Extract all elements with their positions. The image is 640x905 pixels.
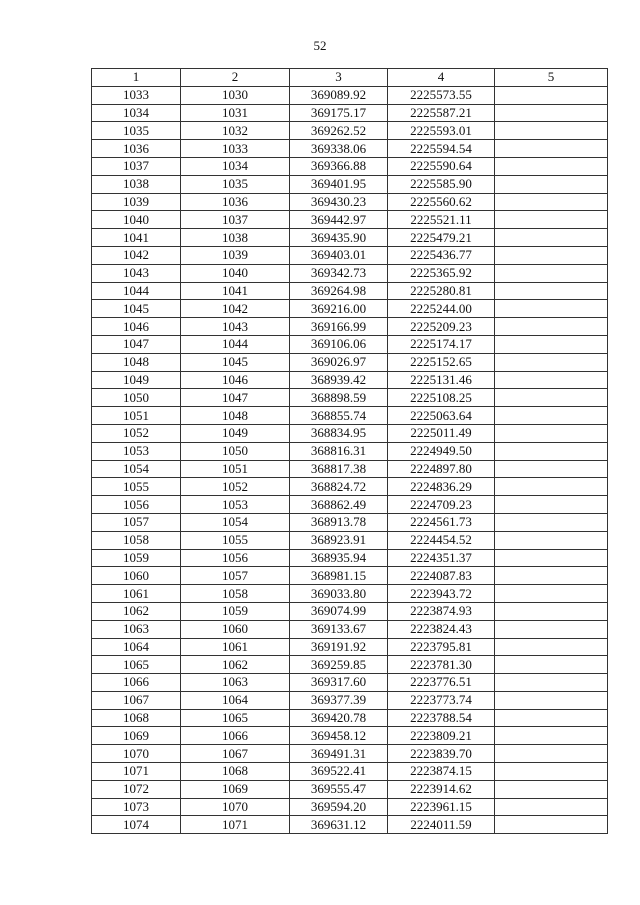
table-cell-col-5: [495, 193, 608, 211]
table-cell-col-5: [495, 86, 608, 104]
table-cell-col-3: 369106.06: [290, 335, 388, 353]
table-cell-col-1: 1041: [92, 229, 181, 247]
table-cell-col-4: 2225280.81: [388, 282, 495, 300]
table-row: [92, 460, 608, 478]
table-cell-col-3: 368913.78: [290, 513, 388, 531]
table-row: [92, 691, 608, 709]
table-cell-col-1: 1046: [92, 318, 181, 336]
table-cell-col-4: 2225131.46: [388, 371, 495, 389]
table-cell-col-4: 2225152.65: [388, 353, 495, 371]
table-row: [92, 122, 608, 140]
table-row: [92, 193, 608, 211]
table-cell-col-4: 2225209.23: [388, 318, 495, 336]
table-cell-col-4: 2224087.83: [388, 567, 495, 585]
table-cell-col-3: 369259.85: [290, 656, 388, 674]
table-cell-col-5: [495, 407, 608, 425]
table-cell-col-5: [495, 478, 608, 496]
table-cell-col-2: 1037: [181, 211, 290, 229]
table-cell-col-4: 2225108.25: [388, 389, 495, 407]
table-cell-col-2: 1058: [181, 585, 290, 603]
table-cell-col-2: 1040: [181, 264, 290, 282]
header-cell-3: 3: [290, 69, 388, 87]
table-cell-col-2: 1054: [181, 513, 290, 531]
table-cell-col-3: 369435.90: [290, 229, 388, 247]
table-cell-col-2: 1049: [181, 424, 290, 442]
table-cell-col-5: [495, 531, 608, 549]
table-cell-col-5: [495, 620, 608, 638]
table-cell-col-5: [495, 798, 608, 816]
table-cell-col-2: 1044: [181, 335, 290, 353]
table-cell-col-5: [495, 246, 608, 264]
table-row: [92, 442, 608, 460]
table-row: [92, 318, 608, 336]
table-cell-col-3: 369264.98: [290, 282, 388, 300]
table-cell-col-3: 369458.12: [290, 727, 388, 745]
table-row: [92, 140, 608, 158]
table-cell-col-4: 2225174.17: [388, 335, 495, 353]
table-cell-col-4: 2223943.72: [388, 585, 495, 603]
table-cell-col-5: [495, 335, 608, 353]
table-cell-col-2: 1068: [181, 763, 290, 781]
table-cell-col-1: 1045: [92, 300, 181, 318]
header-cell-4: 4: [388, 69, 495, 87]
table-cell-col-5: [495, 549, 608, 567]
table-cell-col-5: [495, 585, 608, 603]
table-cell-col-1: 1059: [92, 549, 181, 567]
table-cell-col-3: 369377.39: [290, 691, 388, 709]
table-row: [92, 157, 608, 175]
table-cell-col-2: 1067: [181, 745, 290, 763]
table-cell-col-5: [495, 211, 608, 229]
table-cell-col-4: 2223961.15: [388, 798, 495, 816]
table-cell-col-4: 2224011.59: [388, 816, 495, 834]
table-cell-col-5: [495, 140, 608, 158]
table-cell-col-2: 1042: [181, 300, 290, 318]
table-cell-col-3: 368923.91: [290, 531, 388, 549]
table-cell-col-2: 1035: [181, 175, 290, 193]
table-row: [92, 371, 608, 389]
table-row: [92, 246, 608, 264]
table-cell-col-3: 369366.88: [290, 157, 388, 175]
table-cell-col-4: 2224897.80: [388, 460, 495, 478]
table-cell-col-5: [495, 780, 608, 798]
table-cell-col-3: 369401.95: [290, 175, 388, 193]
table-cell-col-2: 1053: [181, 496, 290, 514]
table-cell-col-1: 1065: [92, 656, 181, 674]
table-cell-col-3: 369442.97: [290, 211, 388, 229]
table-cell-col-1: 1048: [92, 353, 181, 371]
table-row: [92, 300, 608, 318]
table-cell-col-3: 369338.06: [290, 140, 388, 158]
table-cell-col-1: 1069: [92, 727, 181, 745]
table-cell-col-5: [495, 674, 608, 692]
table-cell-col-1: 1040: [92, 211, 181, 229]
table-cell-col-4: 2224949.50: [388, 442, 495, 460]
table-cell-col-3: 369026.97: [290, 353, 388, 371]
table-cell-col-5: [495, 424, 608, 442]
table-cell-col-5: [495, 442, 608, 460]
table-cell-col-2: 1033: [181, 140, 290, 158]
table-row: [92, 763, 608, 781]
table-cell-col-2: 1065: [181, 709, 290, 727]
table-cell-col-3: 369133.67: [290, 620, 388, 638]
table-cell-col-5: [495, 229, 608, 247]
table-cell-col-3: 369175.17: [290, 104, 388, 122]
table-row: [92, 602, 608, 620]
table-row: [92, 620, 608, 638]
table-cell-col-4: 2225585.90: [388, 175, 495, 193]
table-cell-col-3: 369555.47: [290, 780, 388, 798]
table-row: [92, 104, 608, 122]
table-row: [92, 335, 608, 353]
table-cell-col-3: 369342.73: [290, 264, 388, 282]
table-cell-col-1: 1052: [92, 424, 181, 442]
table-cell-col-1: 1058: [92, 531, 181, 549]
table-cell-col-1: 1066: [92, 674, 181, 692]
table-cell-col-1: 1033: [92, 86, 181, 104]
table-cell-col-2: 1063: [181, 674, 290, 692]
table-cell-col-4: 2225560.62: [388, 193, 495, 211]
table-cell-col-5: [495, 745, 608, 763]
table-cell-col-4: 2223776.51: [388, 674, 495, 692]
table-cell-col-1: 1044: [92, 282, 181, 300]
table-cell-col-2: 1061: [181, 638, 290, 656]
table-cell-col-1: 1043: [92, 264, 181, 282]
table-cell-col-4: 2225011.49: [388, 424, 495, 442]
table-cell-col-4: 2223773.74: [388, 691, 495, 709]
table-cell-col-4: 2223824.43: [388, 620, 495, 638]
table-cell-col-4: 2225521.11: [388, 211, 495, 229]
table-row: [92, 780, 608, 798]
table-cell-col-4: 2223788.54: [388, 709, 495, 727]
table-cell-col-3: 369262.52: [290, 122, 388, 140]
table-cell-col-4: 2223839.70: [388, 745, 495, 763]
table-row: [92, 656, 608, 674]
table-row: [92, 745, 608, 763]
table-cell-col-5: [495, 264, 608, 282]
table-row: [92, 407, 608, 425]
table-cell-col-2: 1060: [181, 620, 290, 638]
table-row: [92, 674, 608, 692]
table-row: [92, 549, 608, 567]
table-row: [92, 211, 608, 229]
table-cell-col-3: 369420.78: [290, 709, 388, 727]
table-cell-col-4: 2223874.15: [388, 763, 495, 781]
table-row: [92, 709, 608, 727]
table-cell-col-1: 1056: [92, 496, 181, 514]
table-cell-col-3: 369191.92: [290, 638, 388, 656]
table-cell-col-4: 2223874.93: [388, 602, 495, 620]
table-cell-col-4: 2225594.54: [388, 140, 495, 158]
table-cell-col-2: 1030: [181, 86, 290, 104]
table-cell-col-3: 369491.31: [290, 745, 388, 763]
table-cell-col-2: 1043: [181, 318, 290, 336]
table-cell-col-3: 369522.41: [290, 763, 388, 781]
table-cell-col-3: 368862.49: [290, 496, 388, 514]
table-cell-col-4: 2225436.77: [388, 246, 495, 264]
table-row: [92, 229, 608, 247]
table-cell-col-2: 1051: [181, 460, 290, 478]
table-cell-col-1: 1034: [92, 104, 181, 122]
table-cell-col-2: 1036: [181, 193, 290, 211]
table-cell-col-2: 1048: [181, 407, 290, 425]
table-cell-col-4: 2225587.21: [388, 104, 495, 122]
table-row: [92, 478, 608, 496]
table-cell-col-2: 1045: [181, 353, 290, 371]
table-cell-col-1: 1071: [92, 763, 181, 781]
table-cell-col-5: [495, 727, 608, 745]
table-cell-col-2: 1055: [181, 531, 290, 549]
table-cell-col-2: 1046: [181, 371, 290, 389]
table-row: [92, 389, 608, 407]
table-cell-col-1: 1064: [92, 638, 181, 656]
table-row: [92, 496, 608, 514]
table-cell-col-3: 369074.99: [290, 602, 388, 620]
table-row: [92, 264, 608, 282]
table-row: [92, 424, 608, 442]
table-cell-col-4: 2225365.92: [388, 264, 495, 282]
table-cell-col-4: 2225244.00: [388, 300, 495, 318]
table-cell-col-1: 1038: [92, 175, 181, 193]
table-cell-col-5: [495, 318, 608, 336]
table-cell-col-5: [495, 389, 608, 407]
table-cell-col-3: 368824.72: [290, 478, 388, 496]
table-cell-col-4: 2223809.21: [388, 727, 495, 745]
table-cell-col-3: 369317.60: [290, 674, 388, 692]
table-cell-col-3: 368855.74: [290, 407, 388, 425]
table-cell-col-1: 1051: [92, 407, 181, 425]
table-cell-col-2: 1050: [181, 442, 290, 460]
table-cell-col-1: 1053: [92, 442, 181, 460]
table-cell-col-2: 1064: [181, 691, 290, 709]
table-row: [92, 638, 608, 656]
table-cell-col-3: 369430.23: [290, 193, 388, 211]
table-cell-col-1: 1057: [92, 513, 181, 531]
table-row: [92, 513, 608, 531]
table-cell-col-3: 369166.99: [290, 318, 388, 336]
table-cell-col-5: [495, 282, 608, 300]
table-cell-col-4: 2224709.23: [388, 496, 495, 514]
table-cell-col-1: 1037: [92, 157, 181, 175]
header-cell-1: 1: [92, 69, 181, 87]
table-cell-col-3: 369216.00: [290, 300, 388, 318]
table-cell-col-5: [495, 691, 608, 709]
table-cell-col-4: 2225479.21: [388, 229, 495, 247]
table-cell-col-5: [495, 656, 608, 674]
table-cell-col-2: 1069: [181, 780, 290, 798]
table-row: [92, 816, 608, 834]
table-cell-col-3: 369089.92: [290, 86, 388, 104]
table-cell-col-4: 2225593.01: [388, 122, 495, 140]
table-cell-col-2: 1062: [181, 656, 290, 674]
table-cell-col-4: 2224454.52: [388, 531, 495, 549]
table-row: [92, 585, 608, 603]
table-cell-col-2: 1052: [181, 478, 290, 496]
table-cell-col-2: 1047: [181, 389, 290, 407]
table-cell-col-5: [495, 122, 608, 140]
table-cell-col-2: 1070: [181, 798, 290, 816]
table-cell-col-4: 2225590.64: [388, 157, 495, 175]
table-cell-col-5: [495, 816, 608, 834]
table-cell-col-1: 1039: [92, 193, 181, 211]
table-cell-col-5: [495, 567, 608, 585]
table-cell-col-4: 2224836.29: [388, 478, 495, 496]
table-cell-col-1: 1036: [92, 140, 181, 158]
table-row: [92, 86, 608, 104]
table-cell-col-3: 368935.94: [290, 549, 388, 567]
table-cell-col-4: 2223781.30: [388, 656, 495, 674]
table-cell-col-3: 368939.42: [290, 371, 388, 389]
table-row: [92, 531, 608, 549]
table-cell-col-2: 1066: [181, 727, 290, 745]
table-cell-col-1: 1070: [92, 745, 181, 763]
table-cell-col-2: 1039: [181, 246, 290, 264]
table-cell-col-2: 1031: [181, 104, 290, 122]
table-cell-col-5: [495, 353, 608, 371]
table-row: [92, 798, 608, 816]
table-row: [92, 353, 608, 371]
table-cell-col-5: [495, 157, 608, 175]
table-cell-col-5: [495, 371, 608, 389]
table-cell-col-3: 368981.15: [290, 567, 388, 585]
table-cell-col-3: 368898.59: [290, 389, 388, 407]
table-cell-col-2: 1041: [181, 282, 290, 300]
table-cell-col-1: 1068: [92, 709, 181, 727]
table-cell-col-5: [495, 513, 608, 531]
table-cell-col-1: 1055: [92, 478, 181, 496]
header-row: [92, 69, 608, 87]
table-cell-col-5: [495, 104, 608, 122]
table-cell-col-2: 1059: [181, 602, 290, 620]
table-cell-col-1: 1074: [92, 816, 181, 834]
table-cell-col-5: [495, 460, 608, 478]
table-cell-col-4: 2223795.81: [388, 638, 495, 656]
table-cell-col-2: 1057: [181, 567, 290, 585]
table-cell-col-2: 1071: [181, 816, 290, 834]
table-cell-col-5: [495, 496, 608, 514]
table-row: [92, 727, 608, 745]
table-cell-col-2: 1056: [181, 549, 290, 567]
table-cell-col-1: 1062: [92, 602, 181, 620]
table-cell-col-4: 2225063.64: [388, 407, 495, 425]
table-cell-col-5: [495, 638, 608, 656]
coordinates-table: [91, 68, 608, 834]
table-cell-col-3: 369403.01: [290, 246, 388, 264]
table-cell-col-2: 1034: [181, 157, 290, 175]
table-header: [92, 69, 608, 87]
page-number: 52: [313, 38, 327, 53]
table-cell-col-5: [495, 175, 608, 193]
table-cell-col-3: 368817.38: [290, 460, 388, 478]
table-cell-col-1: 1042: [92, 246, 181, 264]
table-row: [92, 282, 608, 300]
table-cell-col-5: [495, 763, 608, 781]
table-cell-col-2: 1032: [181, 122, 290, 140]
header-cell-2: 2: [181, 69, 290, 87]
table-cell-col-1: 1050: [92, 389, 181, 407]
table-cell-col-1: 1060: [92, 567, 181, 585]
table-cell-col-4: 2225573.55: [388, 86, 495, 104]
table-body: [92, 86, 608, 833]
table-cell-col-4: 2223914.62: [388, 780, 495, 798]
table-cell-col-1: 1073: [92, 798, 181, 816]
table-cell-col-5: [495, 709, 608, 727]
table-cell-col-5: [495, 602, 608, 620]
table-cell-col-1: 1047: [92, 335, 181, 353]
table-cell-col-3: 369631.12: [290, 816, 388, 834]
table-cell-col-4: 2224351.37: [388, 549, 495, 567]
table-row: [92, 567, 608, 585]
table-cell-col-1: 1054: [92, 460, 181, 478]
table-cell-col-1: 1049: [92, 371, 181, 389]
table-cell-col-1: 1063: [92, 620, 181, 638]
table-row: [92, 175, 608, 193]
table-cell-col-3: 369594.20: [290, 798, 388, 816]
table-cell-col-1: 1067: [92, 691, 181, 709]
table-cell-col-1: 1035: [92, 122, 181, 140]
table-cell-col-3: 369033.80: [290, 585, 388, 603]
table-cell-col-4: 2224561.73: [388, 513, 495, 531]
table-cell-col-3: 368816.31: [290, 442, 388, 460]
table-cell-col-1: 1072: [92, 780, 181, 798]
table-cell-col-5: [495, 300, 608, 318]
table-cell-col-3: 368834.95: [290, 424, 388, 442]
header-cell-5: 5: [495, 69, 608, 87]
table-cell-col-1: 1061: [92, 585, 181, 603]
table-cell-col-2: 1038: [181, 229, 290, 247]
